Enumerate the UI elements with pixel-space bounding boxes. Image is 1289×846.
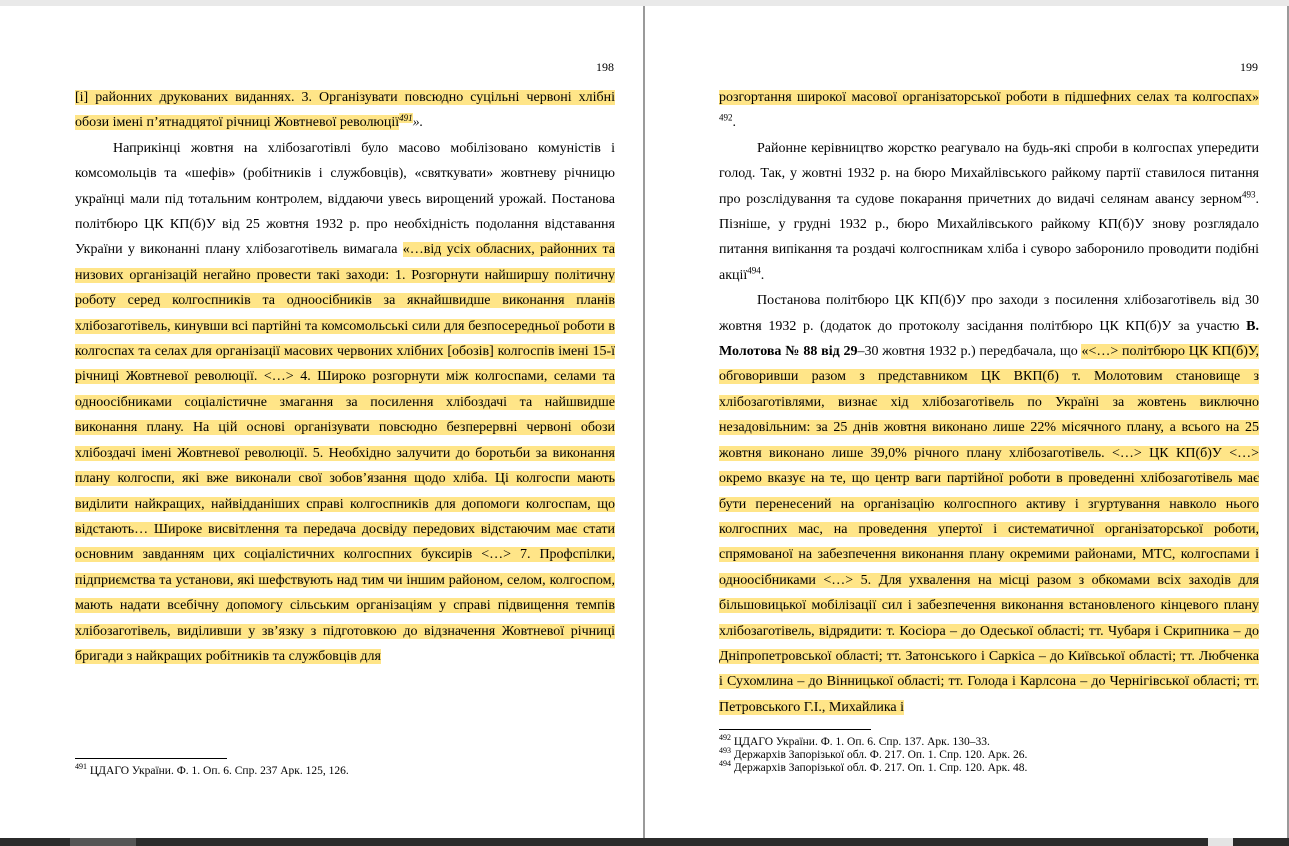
footnote-number: 494 xyxy=(719,759,731,769)
text-run: розгортання широкої масової організаторської роботи в підшефних селах та колгоспах» xyxy=(719,90,1259,105)
footnote-number: 492 xyxy=(719,733,731,743)
footnote-text: Держархів Запорізької обл. Ф. 217. Оп. 1. Спр. 120. Арк. 48. xyxy=(731,762,1028,774)
footnote-text: ЦДАГО України. Ф. 1. Оп. 6. Спр. 137. Арк. 130–33. xyxy=(731,736,990,748)
text-run: [і] районних друкованих виданнях. 3. Організувати повсюдно суцільні червоні хлібні обози імені п’ятнадцятої річниці Жовтневої революції xyxy=(75,90,615,131)
paragraph xyxy=(719,85,1259,136)
scrollbar-thumb[interactable] xyxy=(70,838,136,846)
text-run: . xyxy=(760,267,765,283)
footnote xyxy=(75,762,349,778)
footnote-ref: 491 xyxy=(399,112,413,123)
text-run: В. Молотова № 88 від 29 xyxy=(719,318,1259,360)
footnote-text: Держархів Запорізької обл. Ф. 217. Оп. 1. Спр. 120. Арк. 26. xyxy=(731,749,1028,761)
scrollbar-corner xyxy=(1208,838,1233,846)
footnote xyxy=(719,746,1028,762)
footnote-separator xyxy=(719,729,871,730)
footnote xyxy=(719,759,1028,775)
text-run: Наприкінці жовтня на хлібозаготівлі було масово мобілізовано комуністів і комсомольців та «шефів» (робітників і службовців), «святкувати» жовтневу річницю українці мали під тотальним контролем, віддаючи увесь вирощений урожай. Постанова політбюро ЦК КП(б)У від 25 жовтня 1932 р. про необхідність подолання відставання України у виконанні плану хлібозаготівель вимагала xyxy=(75,140,615,258)
document-page-left[interactable] xyxy=(0,6,643,838)
footnote-ref: 492 xyxy=(719,112,733,123)
footnote-number: 491 xyxy=(75,762,87,772)
footnotes xyxy=(75,762,349,778)
paragraph xyxy=(75,136,615,670)
footnote-ref: 494 xyxy=(747,265,761,276)
text-run: Районне керівництво жорстко реагувало на будь-які спроби в колгоспах упередити голод. Так, у жовтні 1932 р. на бюро Михайлівського райкому партії ставилося питання про розслідування та судове покарання причетних до видачі селянам авансу зерном xyxy=(719,140,1259,207)
paragraph xyxy=(719,136,1259,288)
page-number: 198 xyxy=(596,60,614,74)
text-run: «<…> політбюро ЦК КП(б)У, обговоривши разом з представником ЦК ВКП(б) т. Молотовим становище з хлібозаготівлями, визнає хід хлібозаготівель по Україні за жовтень виключно незадовільним: за 25 днів жовтня виконано лише 22% місячного плану, а всього на 25 жовтня виконано лише 39,0% річного плану хлібозаготівель. <…> ЦК КП(б)У <…> окремо вказує на те, що центр ваги партійної роботи в проведенні хлібозаготівель має бути перенесений на організацію колгоспного активу і згуртування навколо нього колгоспних мас, на проведення упертої і систематичної організаторської роботи, спрямованої на забезпечення виконання плану окремими районами, МТС, колгоспами і одноосібниками <…> 5. Для ухвалення на місці разом з обкомами всіх заходів для більшовицької мобілізації сил і забезпечення виконання встановленого кінцевого плану хлібозаготівель, відрядити: т. Косіора – до Одеської області; тт. Чубаря і Скрипника – до Дніпропетровської області; тт. Затонського і Саркіса – до Київської області; тт. Любченка і Сухомлина – до Вінницької області; тт. Голода і Карлсона – до Чернігівської області; тт. Петровського Г.І., Михайлика і xyxy=(719,344,1259,715)
text-run: –30 жовтня 1932 р.) передбачала, що xyxy=(857,344,1082,360)
footnote-separator xyxy=(75,758,227,759)
paragraph xyxy=(719,288,1259,720)
text-run: . xyxy=(732,115,736,131)
footnote xyxy=(719,733,1027,749)
text-run: Постанова політбюро ЦК КП(б)У про заходи з посилення хлібозаготівель від 30 жовтня 1932 р. (додаток до протоколу засідання політбюро ЦК КП(б)У за участю xyxy=(719,293,1259,334)
paragraph xyxy=(75,85,615,136)
page-body xyxy=(75,85,615,669)
footnote-ref: 493 xyxy=(1242,188,1256,199)
footnote-text: ЦДАГО України. Ф. 1. Оп. 6. Спр. 237 Арк. 125, 126. xyxy=(87,765,349,777)
text-run: . Пізніше, у грудні 1932 р., бюро Михайлівського райкому КП(б)У знову розглядало питання випікання та роздачі колгоспникам хліба і суворо заборонило проводити подібні акції xyxy=(719,191,1259,283)
text-run: ». xyxy=(412,115,424,131)
page-body xyxy=(719,85,1259,720)
document-page-right[interactable] xyxy=(645,6,1287,838)
footnote-number: 493 xyxy=(719,746,731,756)
text-run: «…від усіх обласних, районних та низових організацій негайно провести такі заходи: 1. Розгорнути найширшу політичну роботу серед колгоспників та одноосібників за якнайшвидше виконання планів хлібозаготівель, кинувши всі партійні та комсомольські сили для безпосередньої роботи в колгоспах та селах для організації масових червоних хлібних [обозів] колгоспів імені 15-ї річниці Жовтневої революції. <…> 4. Широко розгорнути між колгоспами, селами та одноосібниками соціалістичне змагання за посилення хлібоздачі та найшвидше виконання плану. На цій основі організувати повсюдно безперервні червоні обози хлібоздачі імені Жовтневої революції. 5. Необхідно залучити до боротьби за виконання плану колгоспи, які вже виконали свої зобов’язання щодо хліба. Ці колгоспи мають виділити найкращих, найвідданіших справі колгоспників для допомоги колгоспам, що відстають… Широке висвітлення та передача досвіду передових відстаючим має стати основним завданням цих соціалістичних колгоспних буксирів <…> 7. Профспілки, підприємства та установи, які шефствують над тим чи іншим районом, селом, колгоспом, мають надати всебічну допомогу сільським організаціям у справі підвищення темпів хлібозаготівель, виділивши у зв’язку з підготовкою до відзначення Жовтневої річниці бригади з найкращих робітників та службовців для xyxy=(75,242,615,664)
footnotes xyxy=(719,733,1028,775)
page-number: 199 xyxy=(1240,60,1258,74)
horizontal-scrollbar[interactable] xyxy=(0,838,1289,846)
